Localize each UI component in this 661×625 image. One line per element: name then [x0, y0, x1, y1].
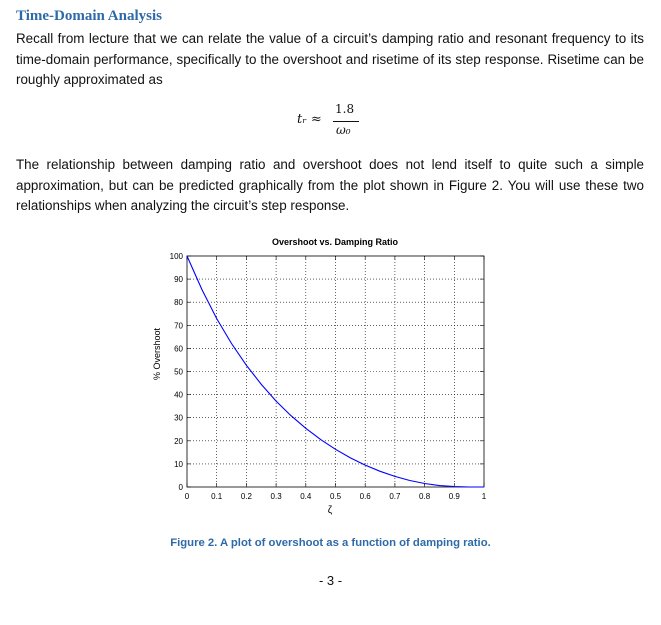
x-tick-label: 0	[184, 492, 190, 501]
chart-ylabel: % Overshoot	[152, 327, 162, 381]
y-tick-label: 0	[178, 483, 183, 492]
y-tick-label: 100	[169, 252, 183, 261]
y-tick-label: 70	[174, 321, 183, 331]
equation-denominator: ω₀	[336, 123, 351, 137]
chart-grid	[187, 256, 484, 487]
x-tick-label: 0.3	[270, 492, 282, 501]
x-tick-label: 0.1	[211, 492, 223, 501]
y-tick-label: 90	[174, 275, 183, 285]
y-tick-label: 20	[174, 436, 183, 446]
x-tick-label: 0.7	[389, 492, 401, 501]
paragraph-risetime: Recall from lecture that we can relate the value of a circuit’s damping ratio and resonant frequency to its time-domain performance, specifically to the overshoot and risetime of its step response. Risetime can be roughly approximated as	[16, 31, 644, 87]
y-tick-label: 80	[174, 298, 183, 308]
paragraph-overshoot: The relationship between damping ratio and overshoot does not lend itself to quite such a simple approximation, but can be predicted graphically from the plot shown in Figure 2. You will use these two relationships when analyzing the circuit’s step response.	[16, 157, 644, 213]
chart-xlabel: ζ	[327, 505, 333, 516]
equation-lhs: tᵣ ≈	[297, 112, 322, 127]
x-tick-label: 0.9	[448, 492, 460, 501]
x-tick-label: 0.6	[359, 492, 371, 501]
x-tick-label: 0.2	[240, 492, 252, 501]
x-tick-label: 0.4	[300, 492, 312, 501]
y-tick-label: 10	[174, 459, 183, 469]
y-tick-label: 60	[174, 344, 183, 354]
y-tick-label: 40	[174, 390, 183, 400]
fraction-bar	[333, 121, 359, 122]
chart-title: Overshoot vs. Damping Ratio	[271, 237, 399, 247]
y-tick-label: 50	[174, 367, 183, 377]
x-tick-label: 0.8	[419, 492, 431, 501]
overshoot-chart	[140, 230, 510, 525]
x-tick-label: 1	[481, 492, 487, 501]
page-number: - 3 -	[318, 573, 343, 588]
section-heading: Time-Domain Analysis	[16, 8, 162, 24]
figure-caption: Figure 2. A plot of overshoot as a function of damping ratio.	[170, 537, 491, 549]
x-tick-label: 0.5	[329, 492, 342, 501]
equation-numerator: 1.8	[335, 102, 355, 116]
y-tick-label: 30	[174, 413, 183, 423]
risetime-equation	[295, 100, 375, 150]
